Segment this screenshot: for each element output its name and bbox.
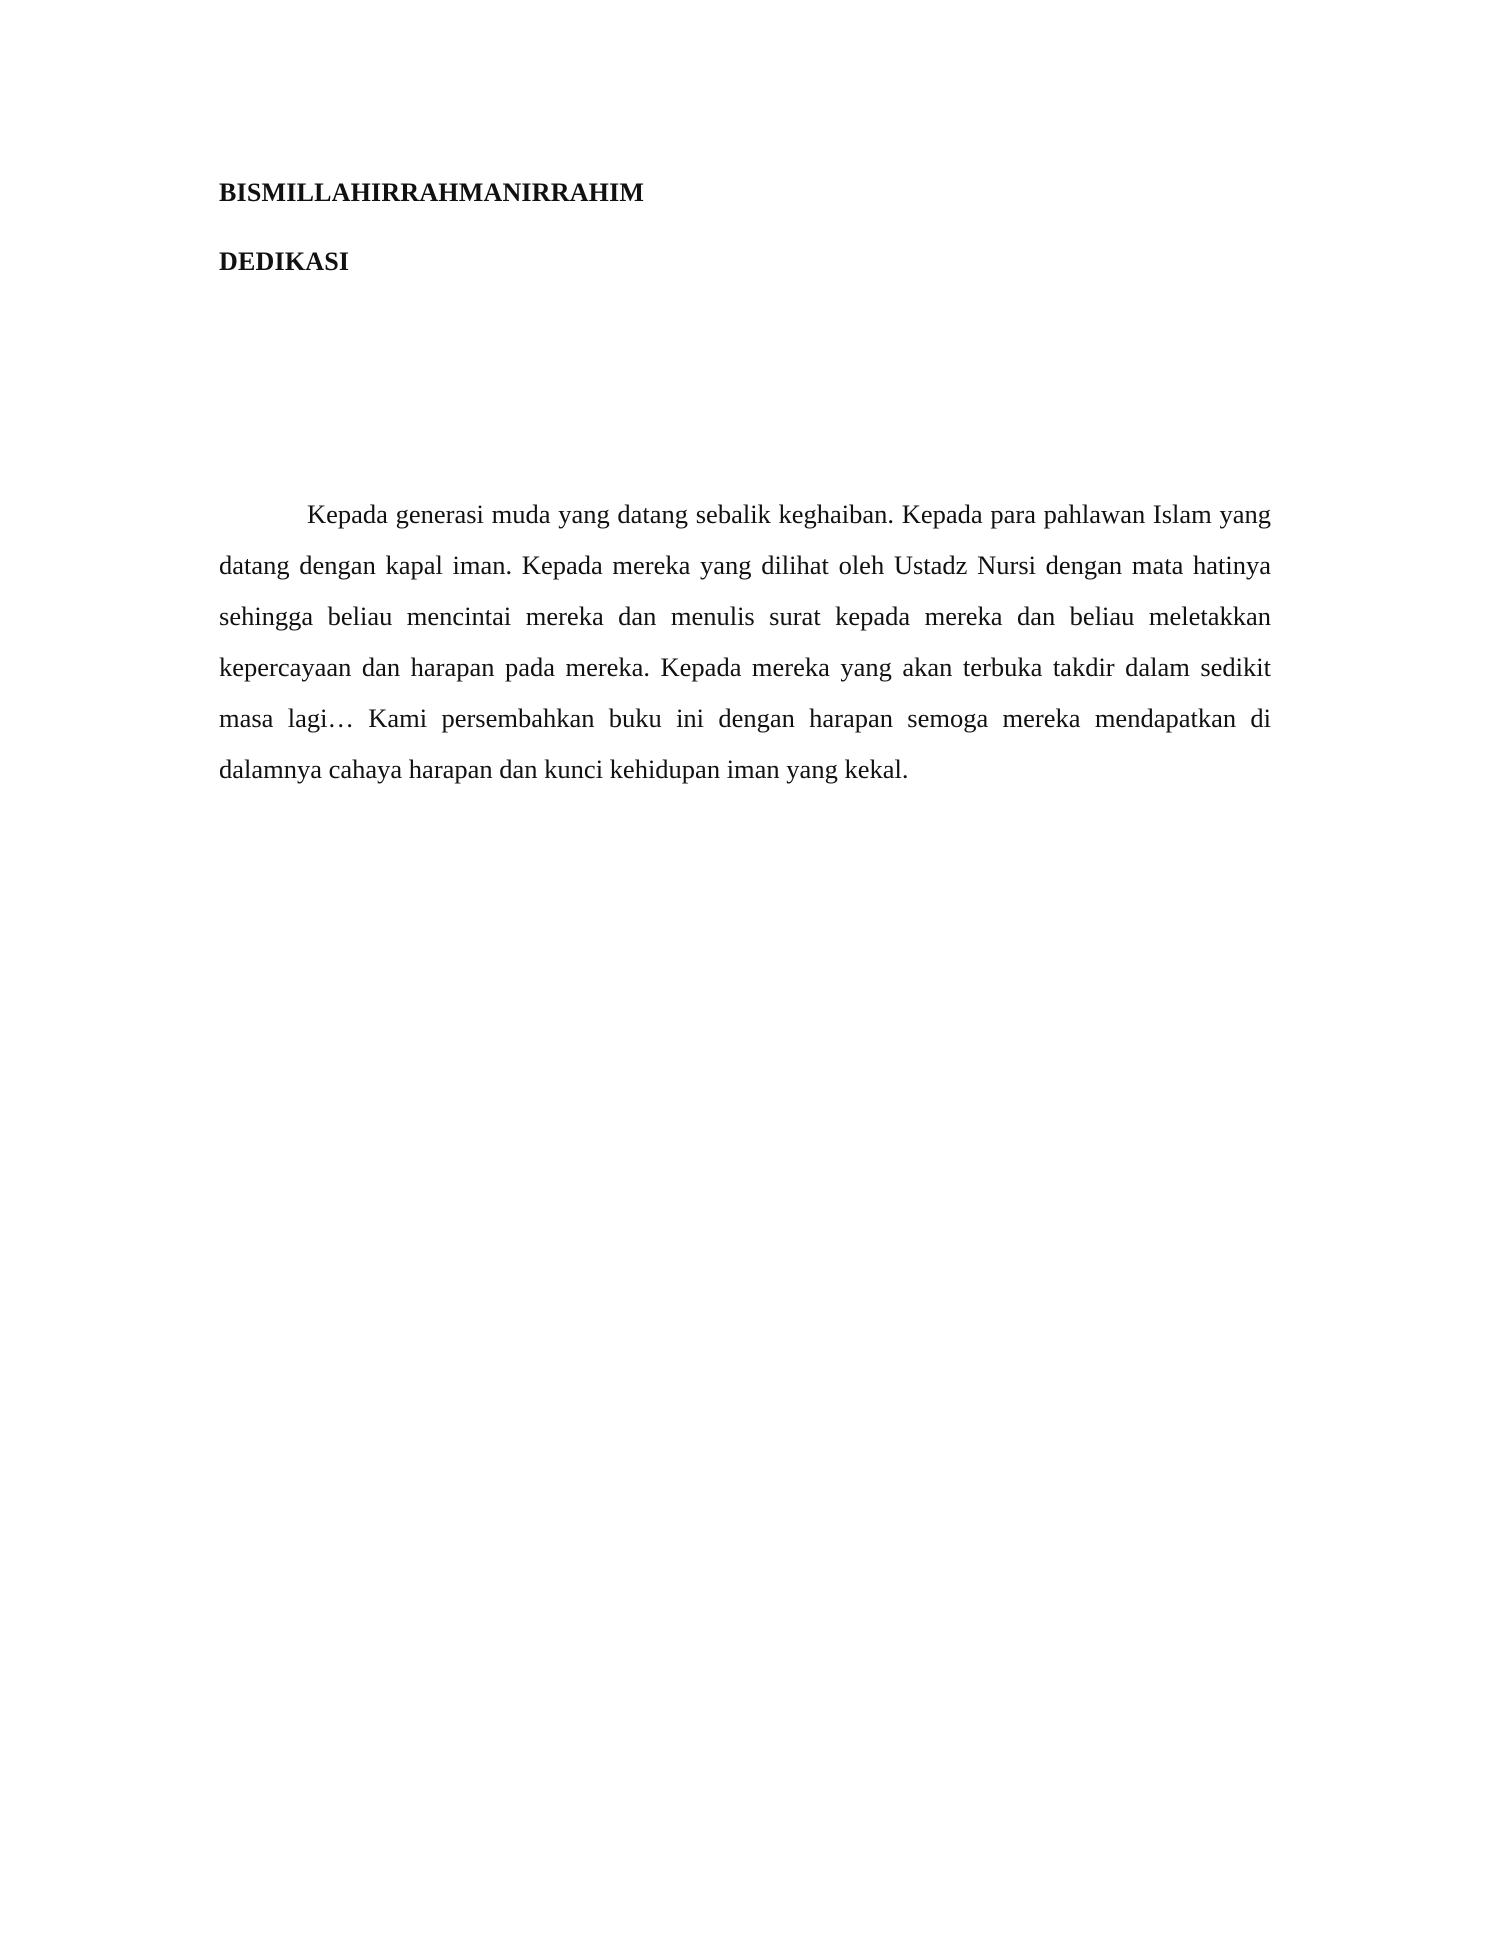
bismillah-heading: BISMILLAHIRRAHMANIRRAHIM — [219, 178, 645, 207]
dedication-paragraph: Kepada generasi muda yang datang sebalik keghaiban. Kepada para pahlawan Islam yang datang dengan kapal iman. Kepada mereka yang dilihat oleh Ustadz Nursi dengan mata hatinya sehingga beliau mencintai mereka dan menulis surat kepada mereka dan beliau meletakkan kepercayaan dan harapan pada mereka. Kepada mereka yang akan terbuka takdir dalam sedikit masa lagi… Kami persembahkan buku ini dengan harapan semoga mereka mendapatkan di dalamnya cahaya harapan dan kunci kehidupan iman yang kekal. — [219, 499, 1271, 784]
dedication-heading: DEDIKASI — [219, 247, 350, 276]
